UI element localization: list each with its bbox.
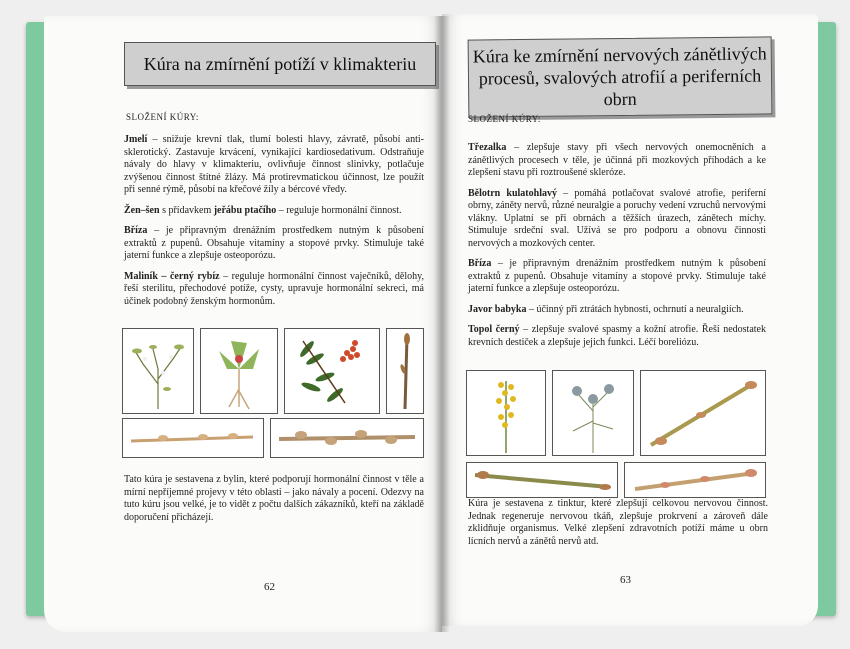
ingredient-topol: Topol černý – zlepšuje svalové spasmy a kožní atrofie. Řeší nedostatek krevních destiček a zlepšuje jejich funkci. Léčí boreliózu.	[468, 324, 766, 348]
ingredient-trezalka: Třezalka – zlepšuje stavy při všech nervových onemocněních a zánětlivých procesech v těle, je účinná při mozkových příhodách a ke zlepšení stavu při roztroušené skleróze.	[468, 142, 766, 178]
poplar-twig-illustration-1	[466, 462, 618, 498]
left-page	[44, 16, 442, 632]
ginseng-illustration	[200, 328, 278, 414]
right-ingredients	[468, 142, 766, 357]
right-page	[442, 14, 818, 626]
maple-twig-illustration	[640, 370, 766, 456]
mistletoe-illustration	[122, 328, 194, 414]
raspberry-twig-illustration	[122, 418, 264, 458]
right-section-label: SLOŽENÍ KÚRY:	[468, 114, 541, 124]
open-book	[14, 6, 830, 646]
ingredient-briza: Bříza – je připravným drenážním prostředkem nutným k působení extraktů z pupenů. Obsahuje vitamíny a stopové prvky. Stimuluje také jaterní funkce a zlepšuje osteoporózu.	[124, 225, 424, 261]
birch-bud-illustration	[386, 328, 424, 414]
ingredient-jmeli: Jmelí – snižuje krevní tlak, tlumí bolesti hlavy, závratě, působí anti-sklerotický. Zastavuje krvácení, vynikající kardiosedativum. Odstraňuje návaly do hlavy v klimakteriu, ovlivňuje činnost slinivky, potlačuje zvýšenou činnost štítné žlázy. Má protirevmatickou účinnost, lze použít při senné rýmě, působí na křečové žíly a bércové vředy.	[124, 134, 424, 195]
right-summary: Kúra je sestavena z tinktur, které zlepšují celkovou nervovou činnost. Jednak regeneruje nervovou tkáň, zlepšuje prokrvení a zároveň dále zklidňuje organismus. Velké zlepšení zdravotních potíží máme u obrn lícních nervů a zánětů nervů atd.	[468, 498, 768, 547]
left-page-title: Kúra na zmírnění potíží v klimakteriu	[124, 42, 436, 86]
ingredient-javor: Javor babyka – účinný při ztrátách hybnosti, ochrnutí a neuralgiích.	[468, 303, 744, 315]
right-page-number: 63	[620, 574, 631, 586]
book-gutter	[434, 16, 450, 632]
poplar-twig-illustration-2	[624, 462, 766, 498]
right-page-title: Kúra ke zmírnění nervových zánětlivých procesů, svalových atrofií a periferních obrn	[468, 36, 773, 117]
rowan-illustration	[284, 328, 380, 414]
left-section-label: SLOŽENÍ KÚRY:	[126, 112, 199, 122]
globe-thistle-illustration	[552, 370, 634, 456]
ingredient-zensen: Žen–šen s přídavkem jeřábu ptačího – reguluje hormonální činnost.	[124, 204, 402, 216]
ingredient-belotrn: Bělotrn kulatohlavý – pomáhá potlačovat svalové atrofie, periferní obrny, záněty nervů, různé neuralgie a poruchy vedení vzruchů nervovými vlákny. Uplatní se při obrnách a těžších úrazech, zánětech míchy. Stimuluje srdeční sval. Užívá se pro podporu a obnovu činnosti nervových a mozkových center.	[468, 187, 766, 249]
st-johns-wort-illustration	[466, 370, 546, 456]
left-page-number: 62	[264, 581, 275, 593]
left-ingredients	[124, 134, 424, 316]
blackcurrant-twig-illustration	[270, 418, 424, 458]
ingredient-briza: Bříza – je připravným drenážním prostředkem nutným k působení extraktů z pupenů. Obsahuje vitamíny a stopové prvky. Stimuluje také jaterní funkce a zlepšuje osteoporózu.	[468, 258, 766, 294]
ingredient-malinik: Maliník – černý rybíz – reguluje hormonální činnost vaječníků, dělohy, řeší sterilitu, přechodové potíže, cysty, upravuje hormonální sekreci, má účinek podobný ženským hormonům.	[124, 270, 424, 307]
left-summary: Tato kúra je sestavena z bylin, které podporují hormonální činnost v těle a mírní nepříjemné projevy v této oblasti – jako návaly a pocení. Odezvy na tuto kúru jsou velké, je to vidět z počtu dalších zákazníků, kteří na základě doporučení přicházejí.	[124, 474, 424, 523]
